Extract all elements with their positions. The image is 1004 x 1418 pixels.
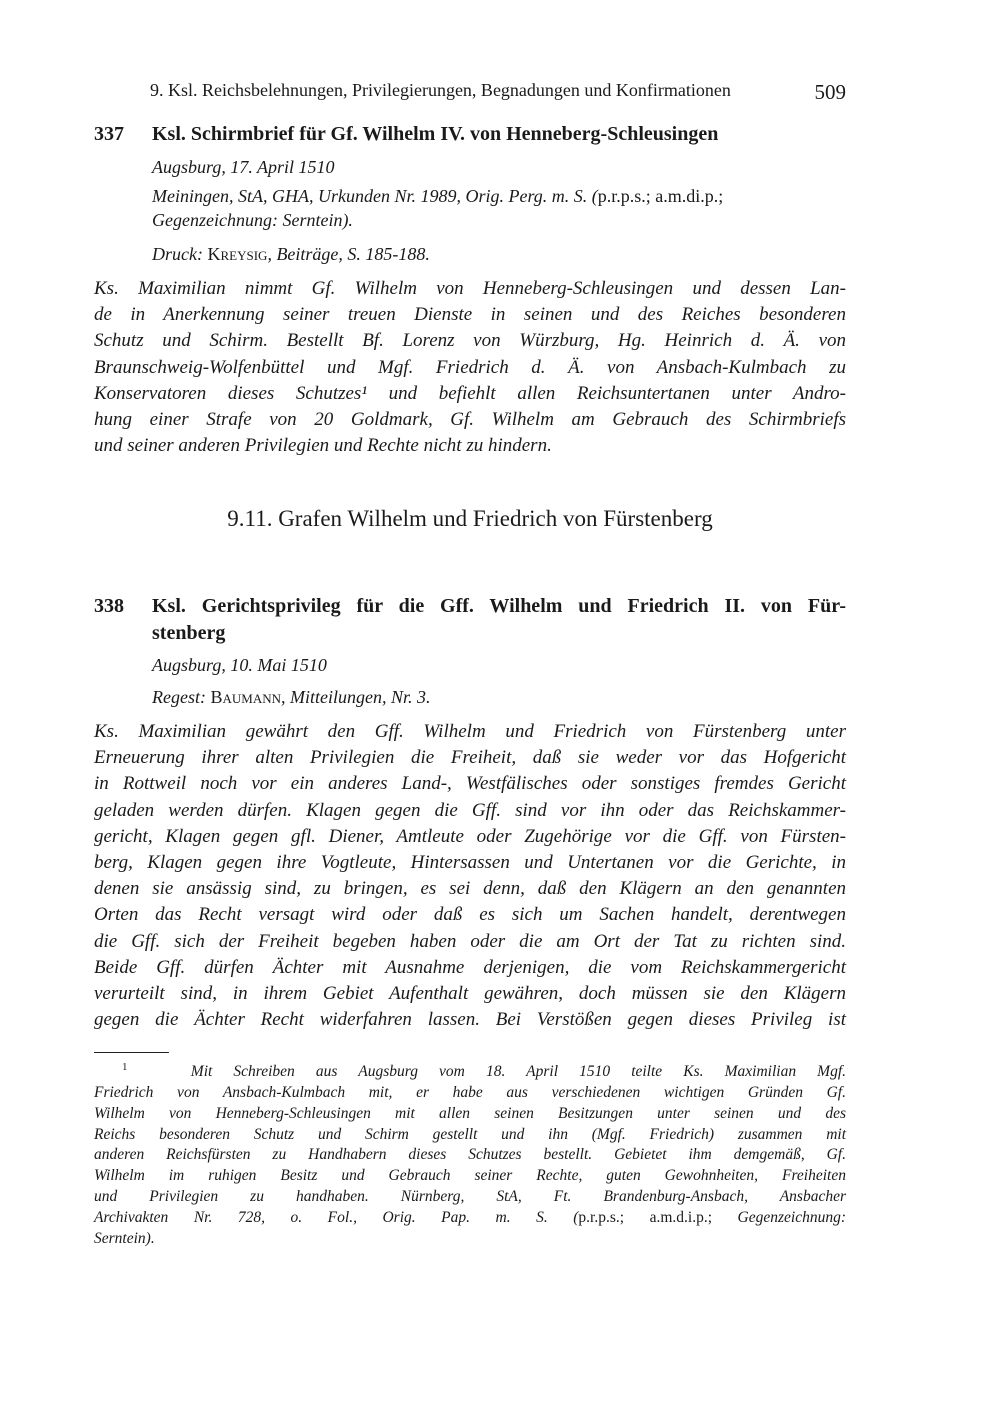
print-ref: , Beiträge, S. 185-188. [267,244,430,264]
footnote-abbrev: p.r.p.s.; a.m.d.i.p.; [578,1208,712,1226]
source-abbrev: a.m.di.p.; [650,186,724,206]
text-line: Ks. Maximilian gewährt den Gff. Wilhelm und Friedrich von Fürstenberg unter [94,721,846,742]
footnote-text: Mit Schreiben aus Augsburg vom 18. April 1510 teilte Ks. Maximilian Mgf. [190,1063,847,1081]
text-line: Schutz und Schirm. Bestellt Bf. Lorenz von Würzburg, Hg. Heinrich d. Ä. von [94,330,846,352]
footnote-text: Gegenzeichnung: [712,1208,846,1226]
footnote-line: Serntein). [94,1229,155,1247]
entry-regest [152,685,846,709]
page-number: 509 [814,80,846,104]
text-line: berg, Klagen gegen ihre Vogtleute, Hintersassen und Untertanen vor die Gerichte, in [94,852,846,874]
source-abbrev: p.r.p.s.; [597,186,651,206]
print-label: Druck: [152,244,203,264]
footnote-line [94,1208,846,1229]
text-line: Ks. Maximilian nimmt Gf. Wilhelm von Henneberg-Schleusingen und dessen Lan- [94,278,846,299]
entry-338-heading [94,593,846,647]
entry-337-summary [94,276,846,459]
footnote-text: Archivakten Nr. 728, o. Fol., Orig. Pap. m. S. ( [94,1208,579,1226]
text-line: und Privilegien zu handhaben. Nürnberg, StA, Ft. Brandenburg-Ansbach, Ansbacher [94,1187,846,1205]
entry-print [152,242,846,266]
entry-number: 338 [94,595,124,617]
text-line: Braunschweig-Wolfenbüttel und Mgf. Friedrich d. Ä. von Ansbach-Kulmbach zu [94,356,846,378]
entry-date: Augsburg, 17. April 1510 [152,157,335,177]
footnote-marker: 1 [122,1061,128,1073]
text-line: Wilhelm im ruhigen Besitz und Gebrauch seiner Rechte, guten Gewohnheiten, Freiheiten [94,1167,846,1185]
footnote-rule [94,1052,169,1053]
regest-author: Baumann [210,687,281,707]
running-header-title: 9. Ksl. Reichsbelehnungen, Privilegierungen, Begnadungen und Konfirmationen [150,80,731,100]
entry-title [152,593,846,647]
entry-date: Augsburg, 10. Mai 1510 [152,655,327,675]
regest-label: Regest: [152,687,206,707]
regest-ref: , Mitteilungen, Nr. 3. [281,687,431,707]
text-line: Reichs besonderen Schutz und Schirm gestellt und ihn (Mgf. Friedrich) zusammen mit [94,1125,846,1143]
text-line: Konservatoren dieses Schutzes¹ und befiehlt allen Reichsuntertanen unter Andro- [94,382,846,404]
text-line: gericht, Klagen gegen gfl. Diener, Amtleute oder Zugehörige vor die Gff. von Fürsten- [94,825,846,847]
entry-title-line: Ksl. Gerichtsprivileg für die Gff. Wilhelm und Friedrich II. von Für- [152,595,846,617]
running-header [150,80,846,105]
text-line: Orten das Recht versagt wird oder daß es sich um Sachen handelt, derentwegen [94,904,846,926]
text-line: gegen die Ächter Recht widerfahren lassen. Bei Verstößen gegen dieses Privileg ist [94,1009,846,1031]
entry-source [152,184,846,232]
source-text: Gegenzeichnung: Serntein). [152,210,353,230]
source-text: Meiningen, StA, GHA, Urkunden Nr. 1989, Orig. Perg. m. S. ( [152,186,598,206]
entry-title-line: stenberg [152,622,226,644]
text-line: geladen werden dürfen. Klagen gegen die Gff. sind vor ihn oder das Reichskammer- [94,799,846,821]
footnote [94,1057,846,1249]
text-line: anderen Reichsfürsten zu Handhabern dieses Schutzes bestellt. Gebietet ihm demgemäß, Gf. [94,1146,846,1164]
footnote-line [94,1057,846,1083]
text-line: und seiner anderen Privilegien und Rechte nicht zu hindern. [94,435,552,457]
section-heading: 9.11. Grafen Wilhelm und Friedrich von Fürstenberg [227,506,713,531]
text-line: Erneuerung ihrer alten Privilegien die Freiheit, daß sie weder vor das Hofgericht [94,747,846,769]
text-line: hung einer Strafe von 20 Goldmark, Gf. Wilhelm am Gebrauch des Schirmbriefs [94,409,846,431]
print-author: Kreysig [207,244,268,264]
text-line: Friedrich von Ansbach-Kulmbach mit, er habe aus verschiedenen wichtigen Gründen Gf. [94,1083,846,1101]
text-line: Wilhelm von Henneberg-Schleusingen mit allen seinen Besitzungen unter seinen und des [94,1104,846,1122]
entry-338-summary [94,719,846,1033]
text-line: die Gff. sich der Freiheit begeben haben oder die am Ort der Tat zu richten sind. [94,930,846,952]
text-line: verurteilt sind, in ihrem Gebiet Aufenthalt gewähren, doch müssen sie den Klägern [94,983,846,1005]
text-line: de in Anerkennung seiner treuen Dienste in seinen und des Reiches besonderen [94,304,846,326]
text-line: Beide Gff. dürfen Ächter mit Ausnahme derjenigen, die vom Reichskammergericht [94,956,846,978]
entry-337-heading [94,121,846,148]
text-line: denen sie ansässig sind, zu bringen, es sei denn, daß den Klägern an den genannten [94,878,846,900]
entry-number: 337 [94,123,124,145]
entry-title: Ksl. Schirmbrief für Gf. Wilhelm IV. von Henneberg-Schleusingen [152,123,719,145]
text-line: in Rottweil noch vor ein anderes Land-, Westfälisches oder sonstiges fremdes Gericht [94,773,846,795]
